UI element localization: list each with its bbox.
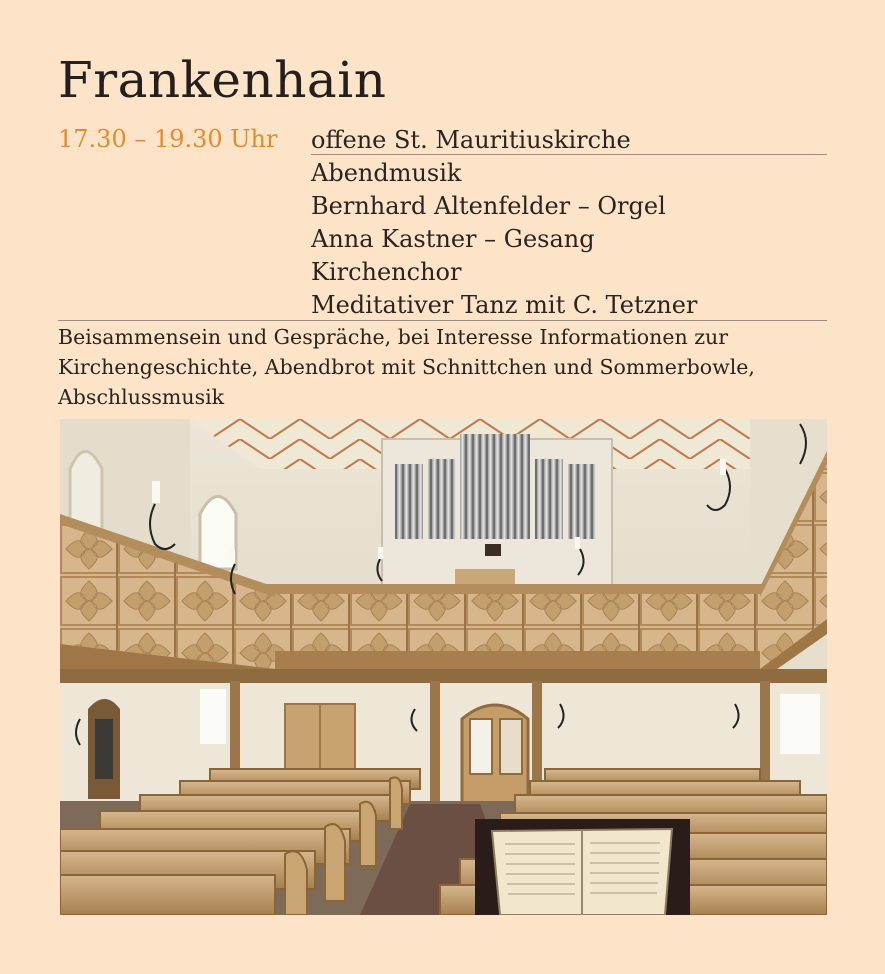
event-item-dance: Meditativer Tanz mit C. Tetzner [311,291,698,319]
divider-line [311,154,827,155]
event-item-choir: Kirchenchor [311,258,462,286]
event-item-singing: Anna Kastner – Gesang [311,225,595,253]
event-item-organ: Bernhard Altenfelder – Orgel [311,192,666,220]
event-item-evening-music: Abendmusik [311,159,462,187]
divider-line [58,320,827,321]
event-item-church: offene St. Mauritiuskirche [311,126,631,154]
church-interior-photo [60,419,827,915]
event-description: Beisammensein und Gespräche, bei Interesse Informationen zur Kirchengeschichte, Abendbrot mit Schnittchen und Sommerbowle, Abschlussmusik [58,325,755,409]
page-title: Frankenhain [58,51,387,109]
event-time: 17.30 – 19.30 Uhr [58,125,278,153]
